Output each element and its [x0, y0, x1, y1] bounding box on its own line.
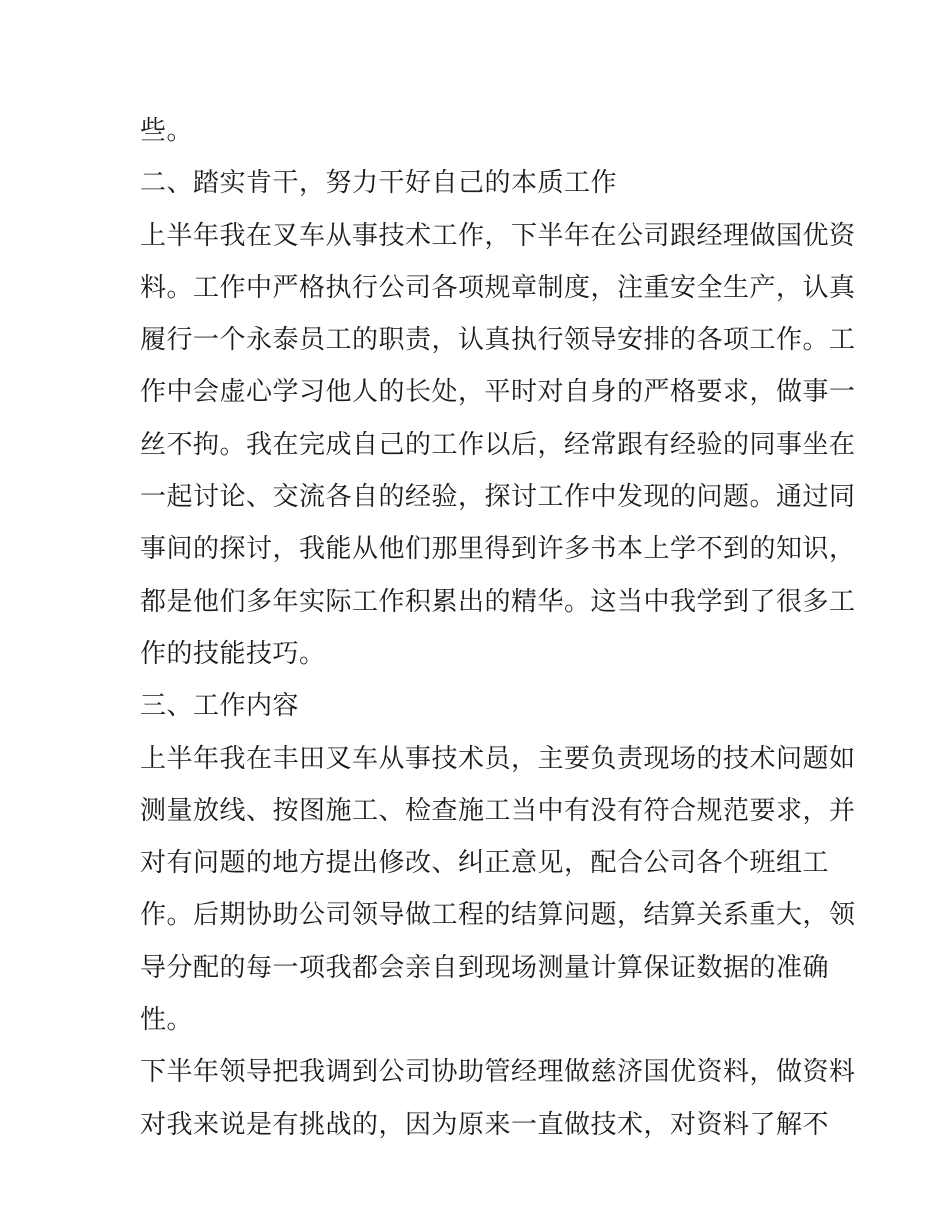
text-line: 测量放线、按图施工、检查施工当中有没有符合规范要求，并: [140, 795, 856, 826]
text-line: 对我来说是有挑战的，因为原来一直做技术，对资料了解不: [140, 1109, 830, 1140]
text-line: 导分配的每一项我都会亲自到现场测量计算保证数据的准确: [140, 952, 830, 983]
section-heading: 二、踏实肯干，努力干好自己的本质工作: [140, 168, 618, 199]
text-line: 些。: [140, 116, 194, 146]
text-line: 料。工作中严格执行公司各项规章制度，注重安全生产，认真: [140, 272, 856, 303]
text-line: 一起讨论、交流各自的经验，探讨工作中发现的问题。通过同: [140, 482, 856, 513]
text-line: 作。后期协助公司领导做工程的结算问题，结算关系重大，领: [140, 900, 856, 931]
text-line: 丝不拘。我在完成自己的工作以后，经常跟有经验的同事坐在: [140, 429, 856, 460]
text-line: 下半年领导把我调到公司协助管经理做慈济国优资料，做资料: [140, 1057, 856, 1088]
text-line: 作中会虚心学习他人的长处，平时对自身的严格要求，做事一: [140, 377, 856, 408]
text-line: 都是他们多年实际工作积累出的精华。这当中我学到了很多工: [140, 586, 856, 617]
text-line: 上半年我在丰田叉车从事技术员，主要负责现场的技术问题如: [140, 743, 856, 774]
text-line: 事间的探讨，我能从他们那里得到许多书本上学不到的知识，: [140, 534, 856, 565]
text-line: 性。: [140, 1005, 194, 1036]
text-line: 对有问题的地方提出修改、纠正意见，配合公司各个班组工: [140, 848, 830, 879]
section-heading: 三、工作内容: [140, 691, 300, 722]
text-line: 上半年我在叉车从事技术工作，下半年在公司跟经理做国优资: [140, 220, 856, 251]
text-line: 作的技能技巧。: [140, 638, 326, 669]
text-line: 履行一个永泰员工的职责，认真执行领导安排的各项工作。工: [140, 325, 856, 356]
document-body: [140, 105, 856, 1151]
